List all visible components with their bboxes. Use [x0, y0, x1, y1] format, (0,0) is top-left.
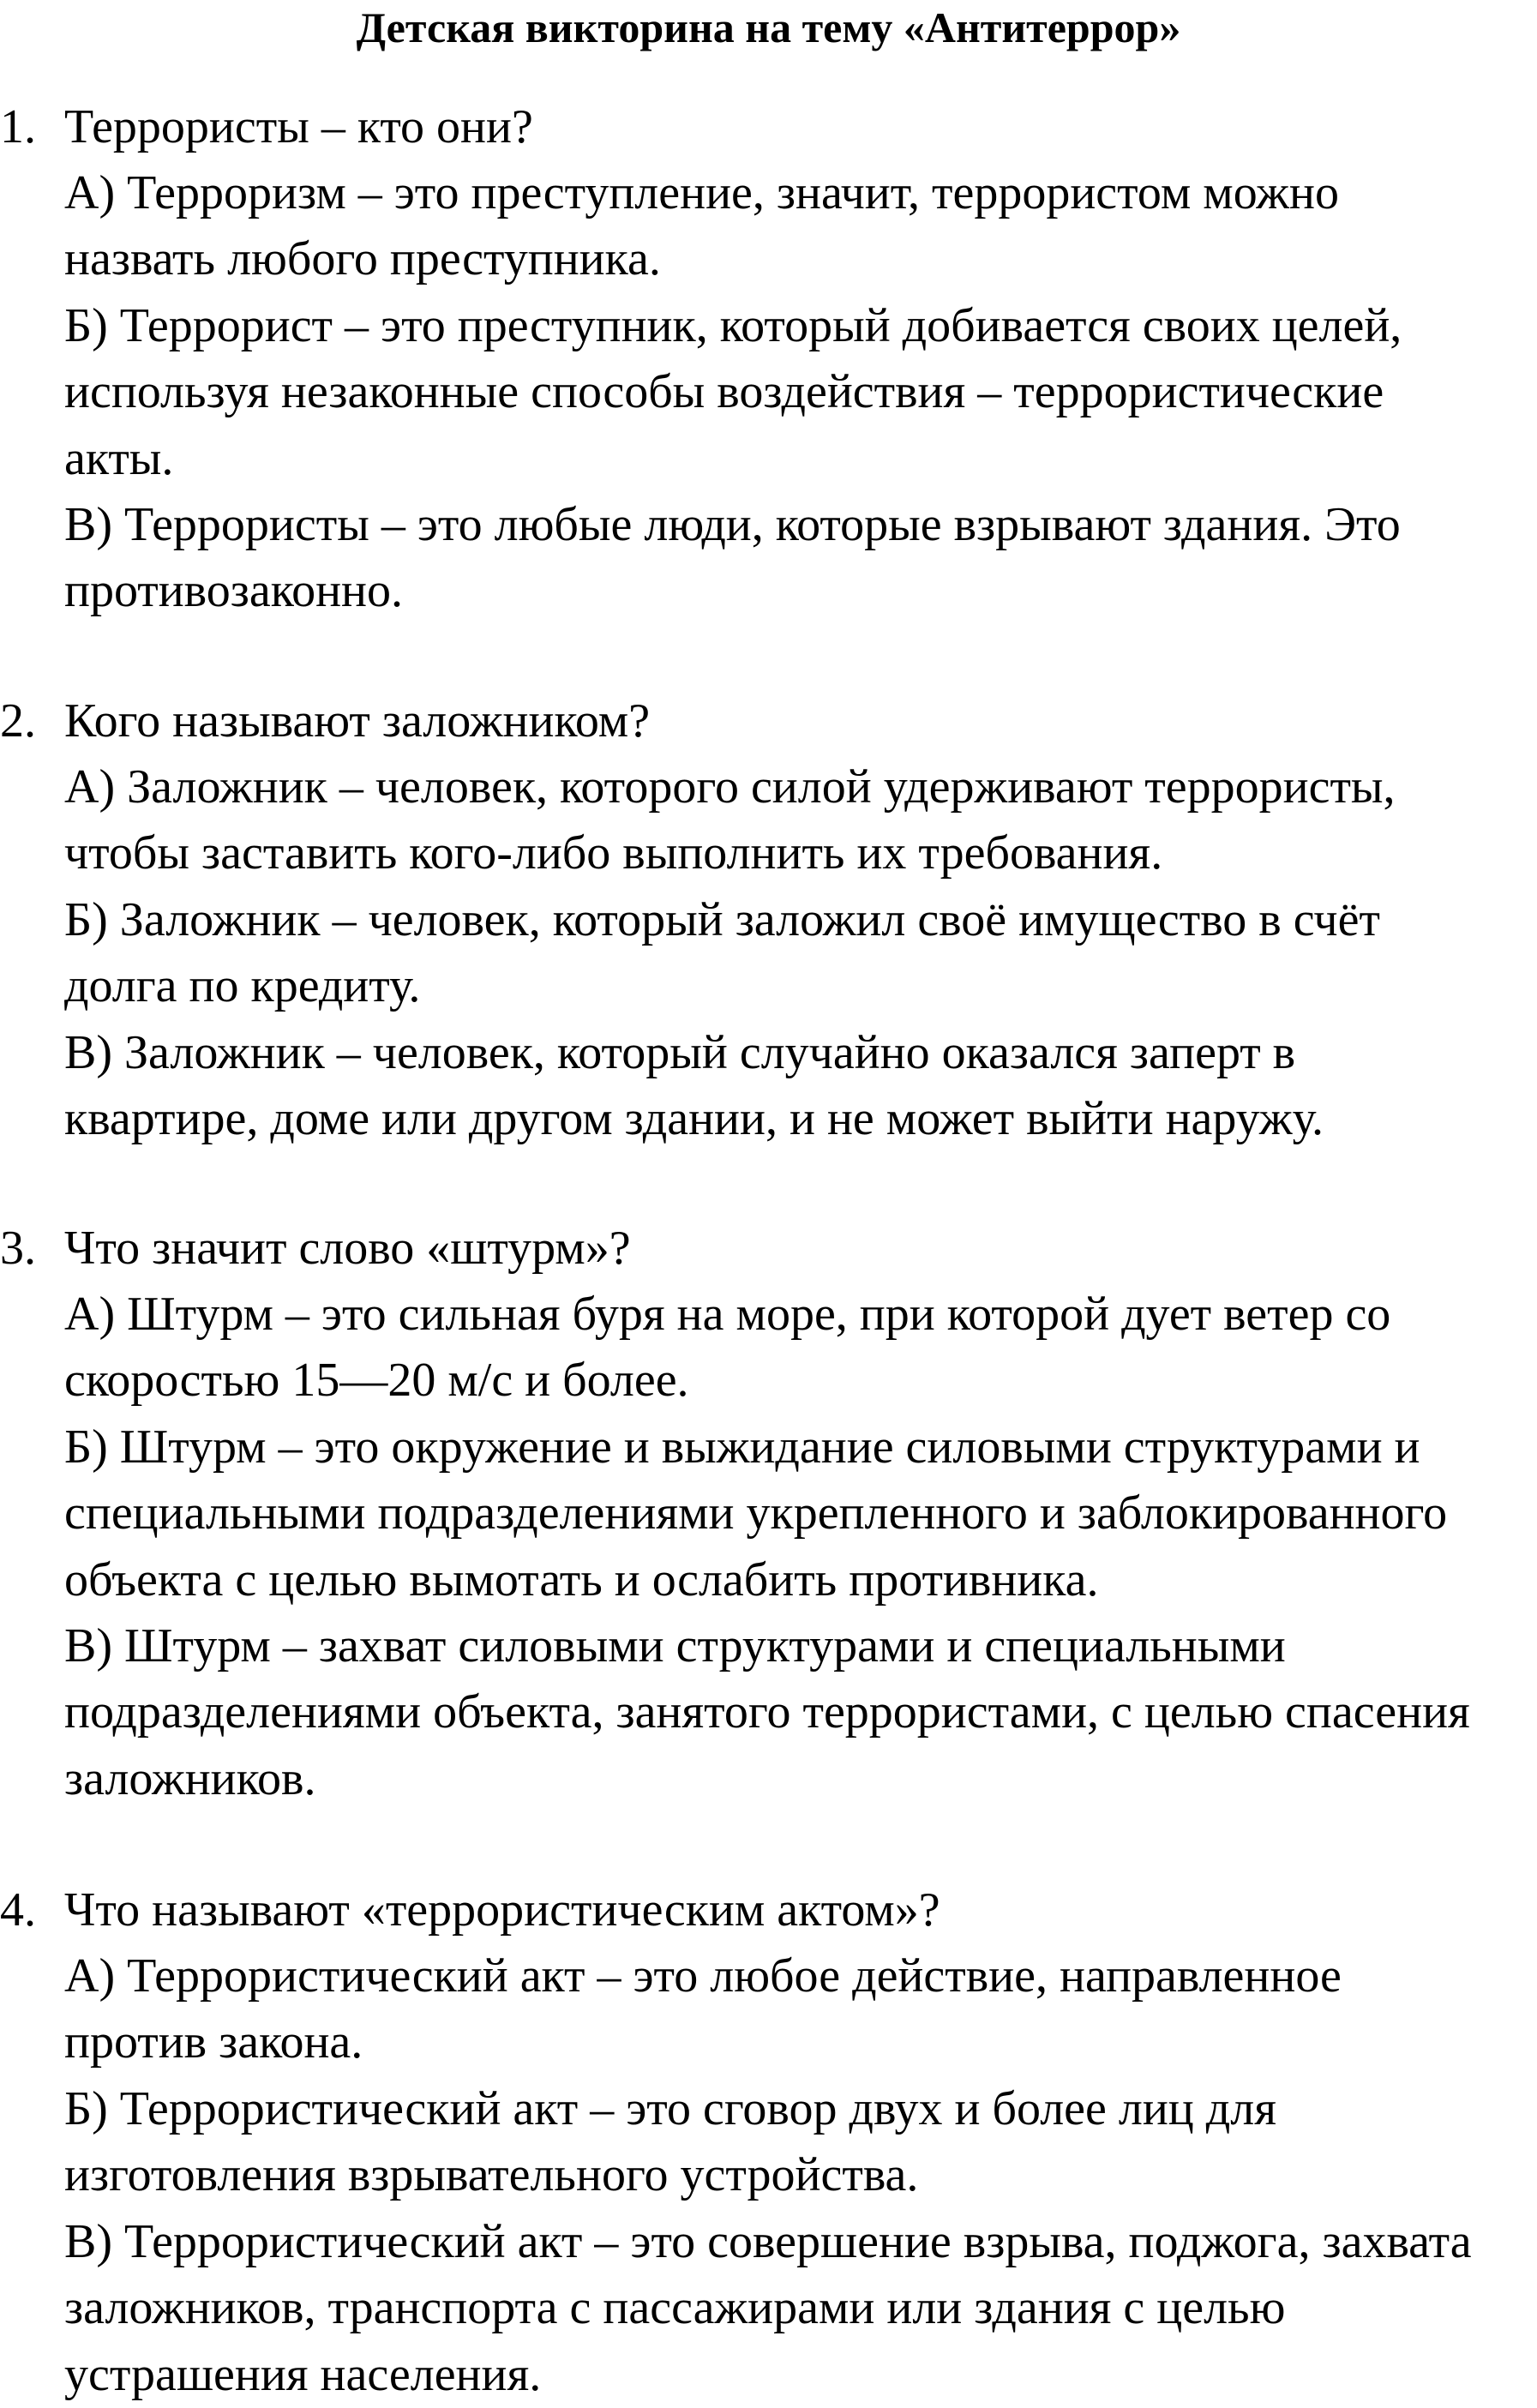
answer-line: изготовления взрывательного устройства. — [64, 2148, 919, 2202]
answer-line: акты. — [64, 431, 174, 485]
question-text: Что называют «террористическим актом»? — [64, 1883, 940, 1937]
answer-line: В) Террористы – это любые люди, которые взрывают здания. Это — [64, 498, 1401, 551]
answer-option-b — [64, 293, 1537, 492]
question-text: Террористы – кто они? — [64, 100, 533, 153]
answer-option-c — [64, 492, 1537, 625]
answer-line: Б) Террорист – это преступник, который добивается своих целей, — [64, 299, 1402, 352]
question-number: 2. — [0, 694, 36, 748]
answer-line: чтобы заставить кого-либо выполнить их требования. — [64, 826, 1163, 880]
answer-line: А) Терроризм – это преступление, значит, террористом можно — [64, 166, 1339, 219]
answer-line: квартире, доме или другом здании, и не может выйти наружу. — [64, 1092, 1324, 1146]
answer-line: используя незаконные способы воздействия – террористические — [64, 365, 1384, 419]
answer-option-b — [64, 887, 1537, 1020]
answer-line: А) Террористический акт – это любое действие, направленное — [64, 1949, 1342, 2003]
answer-option-a — [64, 754, 1537, 887]
answer-option-b — [64, 1414, 1537, 1613]
answer-line: против закона. — [64, 2015, 363, 2069]
answer-option-c — [64, 2209, 1537, 2408]
question-number: 4. — [0, 1883, 36, 1937]
answer-option-a — [64, 160, 1537, 293]
answer-line: объекта с целью вымотать и ослабить противника. — [64, 1552, 1099, 1606]
answer-option-c — [64, 1020, 1537, 1153]
question-number: 3. — [0, 1222, 36, 1275]
answer-option-c — [64, 1613, 1537, 1812]
answer-line: Б) Террористический акт – это сговор двух и более лиц для — [64, 2082, 1276, 2135]
answer-line: В) Штурм – захват силовыми структурами и специальными — [64, 1619, 1286, 1672]
question-text: Что значит слово «штурм»? — [64, 1222, 631, 1275]
answer-option-b — [64, 2076, 1537, 2209]
answer-line: устрашения населения. — [64, 2347, 542, 2401]
answer-line: А) Штурм – это сильная буря на море, при которой дует ветер со — [64, 1288, 1391, 1341]
answer-line: долга по кредиту. — [64, 959, 421, 1013]
answer-option-a — [64, 1943, 1537, 2076]
answer-line: подразделениями объекта, занятого террористами, с целью спасения — [64, 1685, 1470, 1739]
document-title: Детская викторина на тему «Антитеррор» — [356, 3, 1181, 51]
question-text: Кого называют заложником? — [64, 694, 651, 748]
answer-line: противозаконно. — [64, 564, 404, 618]
answer-line: скоростью 15—20 м/с и более. — [64, 1354, 689, 1408]
answer-line: А) Заложник – человек, которого силой удерживают террористы, — [64, 760, 1396, 814]
answer-line: назвать любого преступника. — [64, 232, 661, 286]
answer-line: В) Заложник – человек, который случайно оказался заперт в — [64, 1026, 1296, 1079]
answer-line: заложников. — [64, 1751, 316, 1805]
question-number: 1. — [0, 100, 36, 153]
answer-line: специальными подразделениями укрепленного и заблокированного — [64, 1486, 1448, 1540]
answer-line: Б) Штурм – это окружение и выжидание силовыми структурами и — [64, 1420, 1420, 1474]
answer-line: В) Террористический акт – это совершение взрыва, поджога, захвата — [64, 2215, 1472, 2268]
answer-line: Б) Заложник – человек, который заложил своё имущество в счёт — [64, 893, 1380, 946]
answer-line: заложников, транспорта с пассажирами или здания с целью — [64, 2281, 1286, 2335]
answer-option-a — [64, 1282, 1537, 1414]
